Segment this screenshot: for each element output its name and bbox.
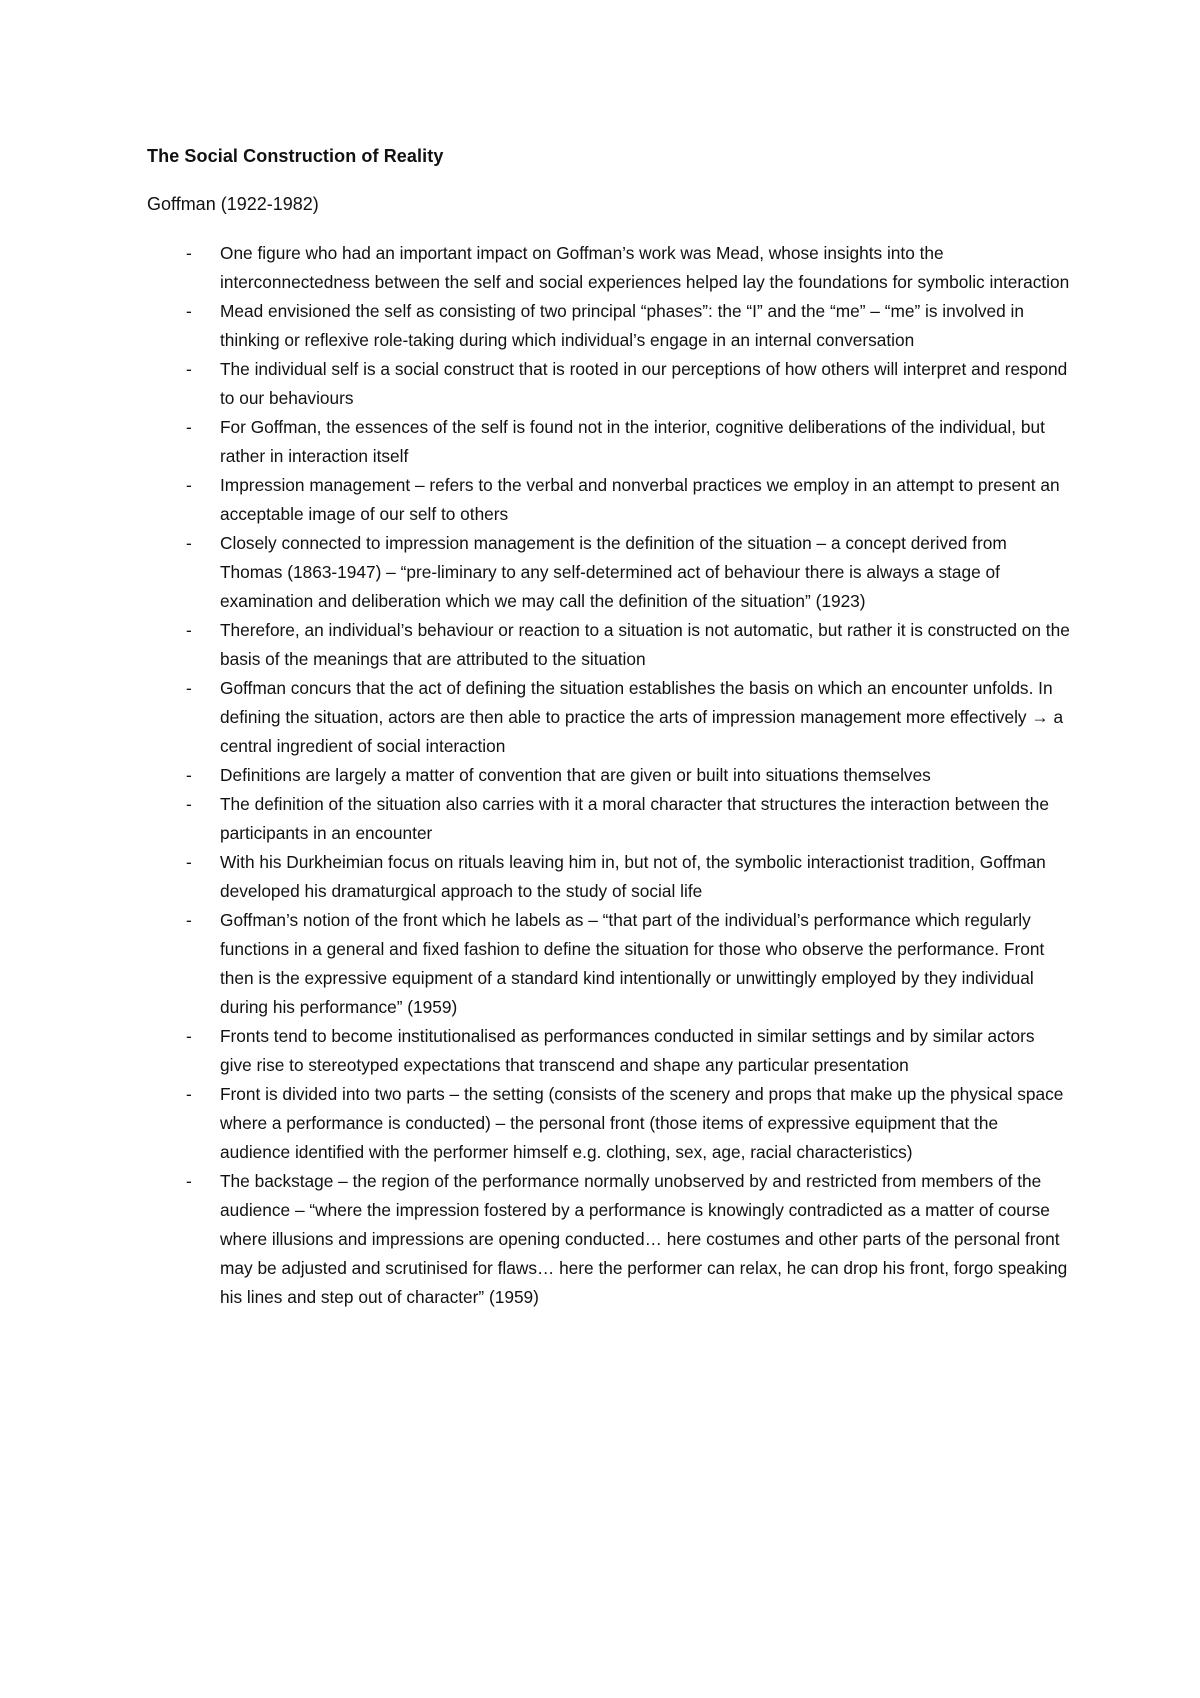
list-item [0, 529, 1070, 616]
list-item-text: Closely connected to impression management is the definition of the situation – a concept derived from Thomas (1863-1947) – “pre-liminary to any self-determined act of behaviour there is always a stage of examination and deliberation which we may call the definition of the situation” (1923) [220, 533, 1007, 611]
list-item-text: Therefore, an individual’s behaviour or reaction to a situation is not automatic, but rather it is constructed on the basis of the meanings that are attributed to the situation [220, 620, 1070, 669]
list-item-text: Impression management – refers to the verbal and nonverbal practices we employ in an attempt to present an acceptable image of our self to others [220, 475, 1060, 524]
bullet-dash: - [186, 678, 192, 698]
list-item [0, 413, 1070, 471]
list-item [0, 616, 1070, 674]
list-item [0, 1080, 1070, 1167]
list-item [0, 355, 1070, 413]
list-item [0, 239, 1070, 297]
list-item-text: With his Durkheimian focus on rituals leaving him in, but not of, the symbolic interactionist tradition, Goffman developed his dramaturgical approach to the study of social life [220, 852, 1046, 901]
list-item [0, 848, 1070, 906]
bullet-dash: - [186, 1171, 192, 1191]
bullet-dash: - [186, 1084, 192, 1104]
bullet-dash: - [186, 910, 192, 930]
section-heading: Goffman (1922-1982) [147, 194, 319, 214]
list-item-text: The backstage – the region of the performance normally unobserved by and restricted from members of the audience – “where the impression fostered by a performance is knowingly contradicted as a matter of course where illusions and impressions are opening conducted… here costumes and other parts of the personal front may be adjusted and scrutinised for flaws… here the performer can relax, he can drop his front, forgo speaking his lines and step out of character” (1959) [220, 1171, 1068, 1307]
bullet-dash: - [186, 765, 192, 785]
bullet-dash: - [186, 794, 192, 814]
bullet-dash: - [186, 301, 192, 321]
bullet-dash: - [186, 533, 192, 553]
list-item [0, 471, 1070, 529]
list-item [0, 1022, 1070, 1080]
bullet-dash: - [186, 359, 192, 379]
list-item-text: One figure who had an important impact on Goffman’s work was Mead, whose insights into the interconnectedness between the self and social experiences helped lay the foundations for symbolic interaction [220, 243, 1070, 292]
notes-list [0, 239, 1200, 1312]
list-item [0, 1167, 1070, 1312]
list-item [0, 761, 1070, 790]
list-item-text: The definition of the situation also carries with it a moral character that structures the interaction between the participants in an encounter [220, 794, 1049, 843]
list-item-text: Front is divided into two parts – the setting (consists of the scenery and props that make up the physical space where a performance is conducted) – the personal front (those items of expressive equipment that the audience identified with the performer himself e.g. clothing, sex, age, racial characteristics) [220, 1084, 1064, 1162]
list-item-text: Mead envisioned the self as consisting of two principal “phases”: the “I” and the “me” – “me” is involved in thinking or reflexive role-taking during which individual’s engage in an internal conversation [220, 301, 1024, 350]
bullet-dash: - [186, 852, 192, 872]
bullet-dash: - [186, 1026, 192, 1046]
list-item-text: The individual self is a social construct that is rooted in our perceptions of how others will interpret and respond to our behaviours [220, 359, 1068, 408]
list-item [0, 906, 1070, 1022]
list-item-text: Fronts tend to become institutionalised as performances conducted in similar settings and by similar actors give rise to stereotyped expectations that transcend and shape any particular presentation [220, 1026, 1035, 1075]
list-item [0, 674, 1070, 761]
bullet-dash: - [186, 620, 192, 640]
list-item-text: Goffman’s notion of the front which he labels as – “that part of the individual’s performance which regularly functions in a general and fixed fashion to define the situation for those who observe the performance. Front then is the expressive equipment of a standard kind intentionally or unwittingly employed by they individual during his performance” (1959) [220, 910, 1045, 1017]
bullet-dash: - [186, 243, 192, 263]
list-item [0, 790, 1070, 848]
document-title: The Social Construction of Reality [147, 146, 444, 166]
list-item [0, 297, 1070, 355]
list-item-text: Definitions are largely a matter of convention that are given or built into situations themselves [220, 765, 931, 785]
bullet-dash: - [186, 417, 192, 437]
list-item-text: For Goffman, the essences of the self is found not in the interior, cognitive deliberations of the individual, but rather in interaction itself [220, 417, 1045, 466]
list-item-text: Goffman concurs that the act of defining the situation establishes the basis on which an encounter unfolds. In defining the situation, actors are then able to practice the arts of impression management more effectively → a central ingredient of social interaction [220, 678, 1064, 756]
bullet-dash: - [186, 475, 192, 495]
